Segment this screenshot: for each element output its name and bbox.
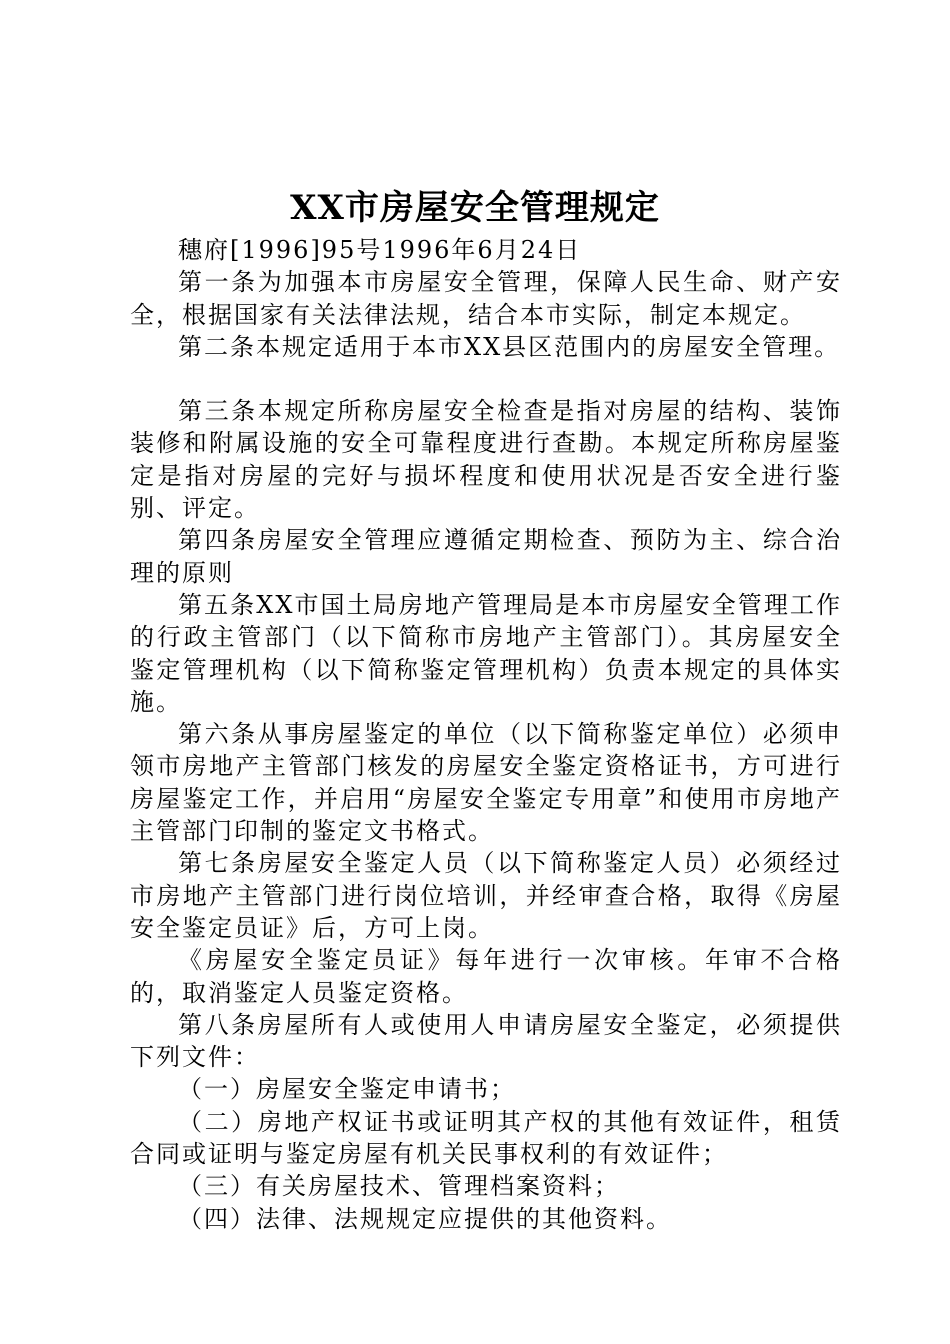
article-8-item-3: （三）有关房屋技术、管理档案资料； — [178, 1172, 620, 1201]
article-3: 第三条本规定所称房屋安全检查是指对房屋的结构、装饰装修和附属设施的安全可靠程度进行查勘。本规定所称房屋鉴定是指对房屋的完好与损坏程度和使用状况是否安全进行鉴别、评定。 — [130, 397, 842, 523]
document-title: XX市房屋安全管理规定 — [290, 188, 660, 228]
paragraph-spacer — [130, 363, 842, 395]
article-8-item-1: （一）房屋安全鉴定申请书； — [178, 1075, 516, 1104]
article-2: 第二条本规定适用于本市XX县区范围内的房屋安全管理。 — [178, 332, 841, 361]
article-8: 第八条房屋所有人或使用人申请房屋安全鉴定，必须提供下列文件： — [130, 1010, 842, 1072]
article-6: 第六条从事房屋鉴定的单位（以下简称鉴定单位）必须申领市房地产主管部门核发的房屋安全鉴定资格证书，方可进行房屋鉴定工作，并启用“房屋安全鉴定专用章”和使用市房地产主管部门印制的鉴定文书格式。 — [130, 720, 842, 846]
article-7-annual-review: 《房屋安全鉴定员证》每年进行一次审核。年审不合格的，取消鉴定人员鉴定资格。 — [130, 946, 842, 1007]
article-8-item-4: （四）法律、法规规定应提供的其他资料。 — [178, 1204, 672, 1233]
article-8-item-2: （二）房地产权证书或证明其产权的其他有效证件，租赁合同或证明与鉴定房屋有机关民事权利的有效证件； — [130, 1107, 842, 1169]
article-4: 第四条房屋安全管理应遵循定期检查、预防为主、综合治理的原则 — [130, 526, 842, 587]
article-7: 第七条房屋安全鉴定人员（以下简称鉴定人员）必须经过市房地产主管部门进行岗位培训，并经审查合格，取得《房屋安全鉴定员证》后，方可上岗。 — [130, 849, 842, 942]
document-reference: 穗府[1996]95号1996年6月24日 — [178, 236, 582, 264]
document-body — [130, 234, 842, 1235]
article-5: 第五条XX市国土局房地产管理局是本市房屋安全管理工作的行政主管部门（以下简称市房地产主管部门）。其房屋安全鉴定管理机构（以下简称鉴定管理机构）负责本规定的具体实施。 — [130, 590, 842, 716]
article-1: 第一条为加强本市房屋安全管理，保障人民生命、财产安全，根据国家有关法律法规，结合本市实际，制定本规定。 — [130, 268, 842, 329]
